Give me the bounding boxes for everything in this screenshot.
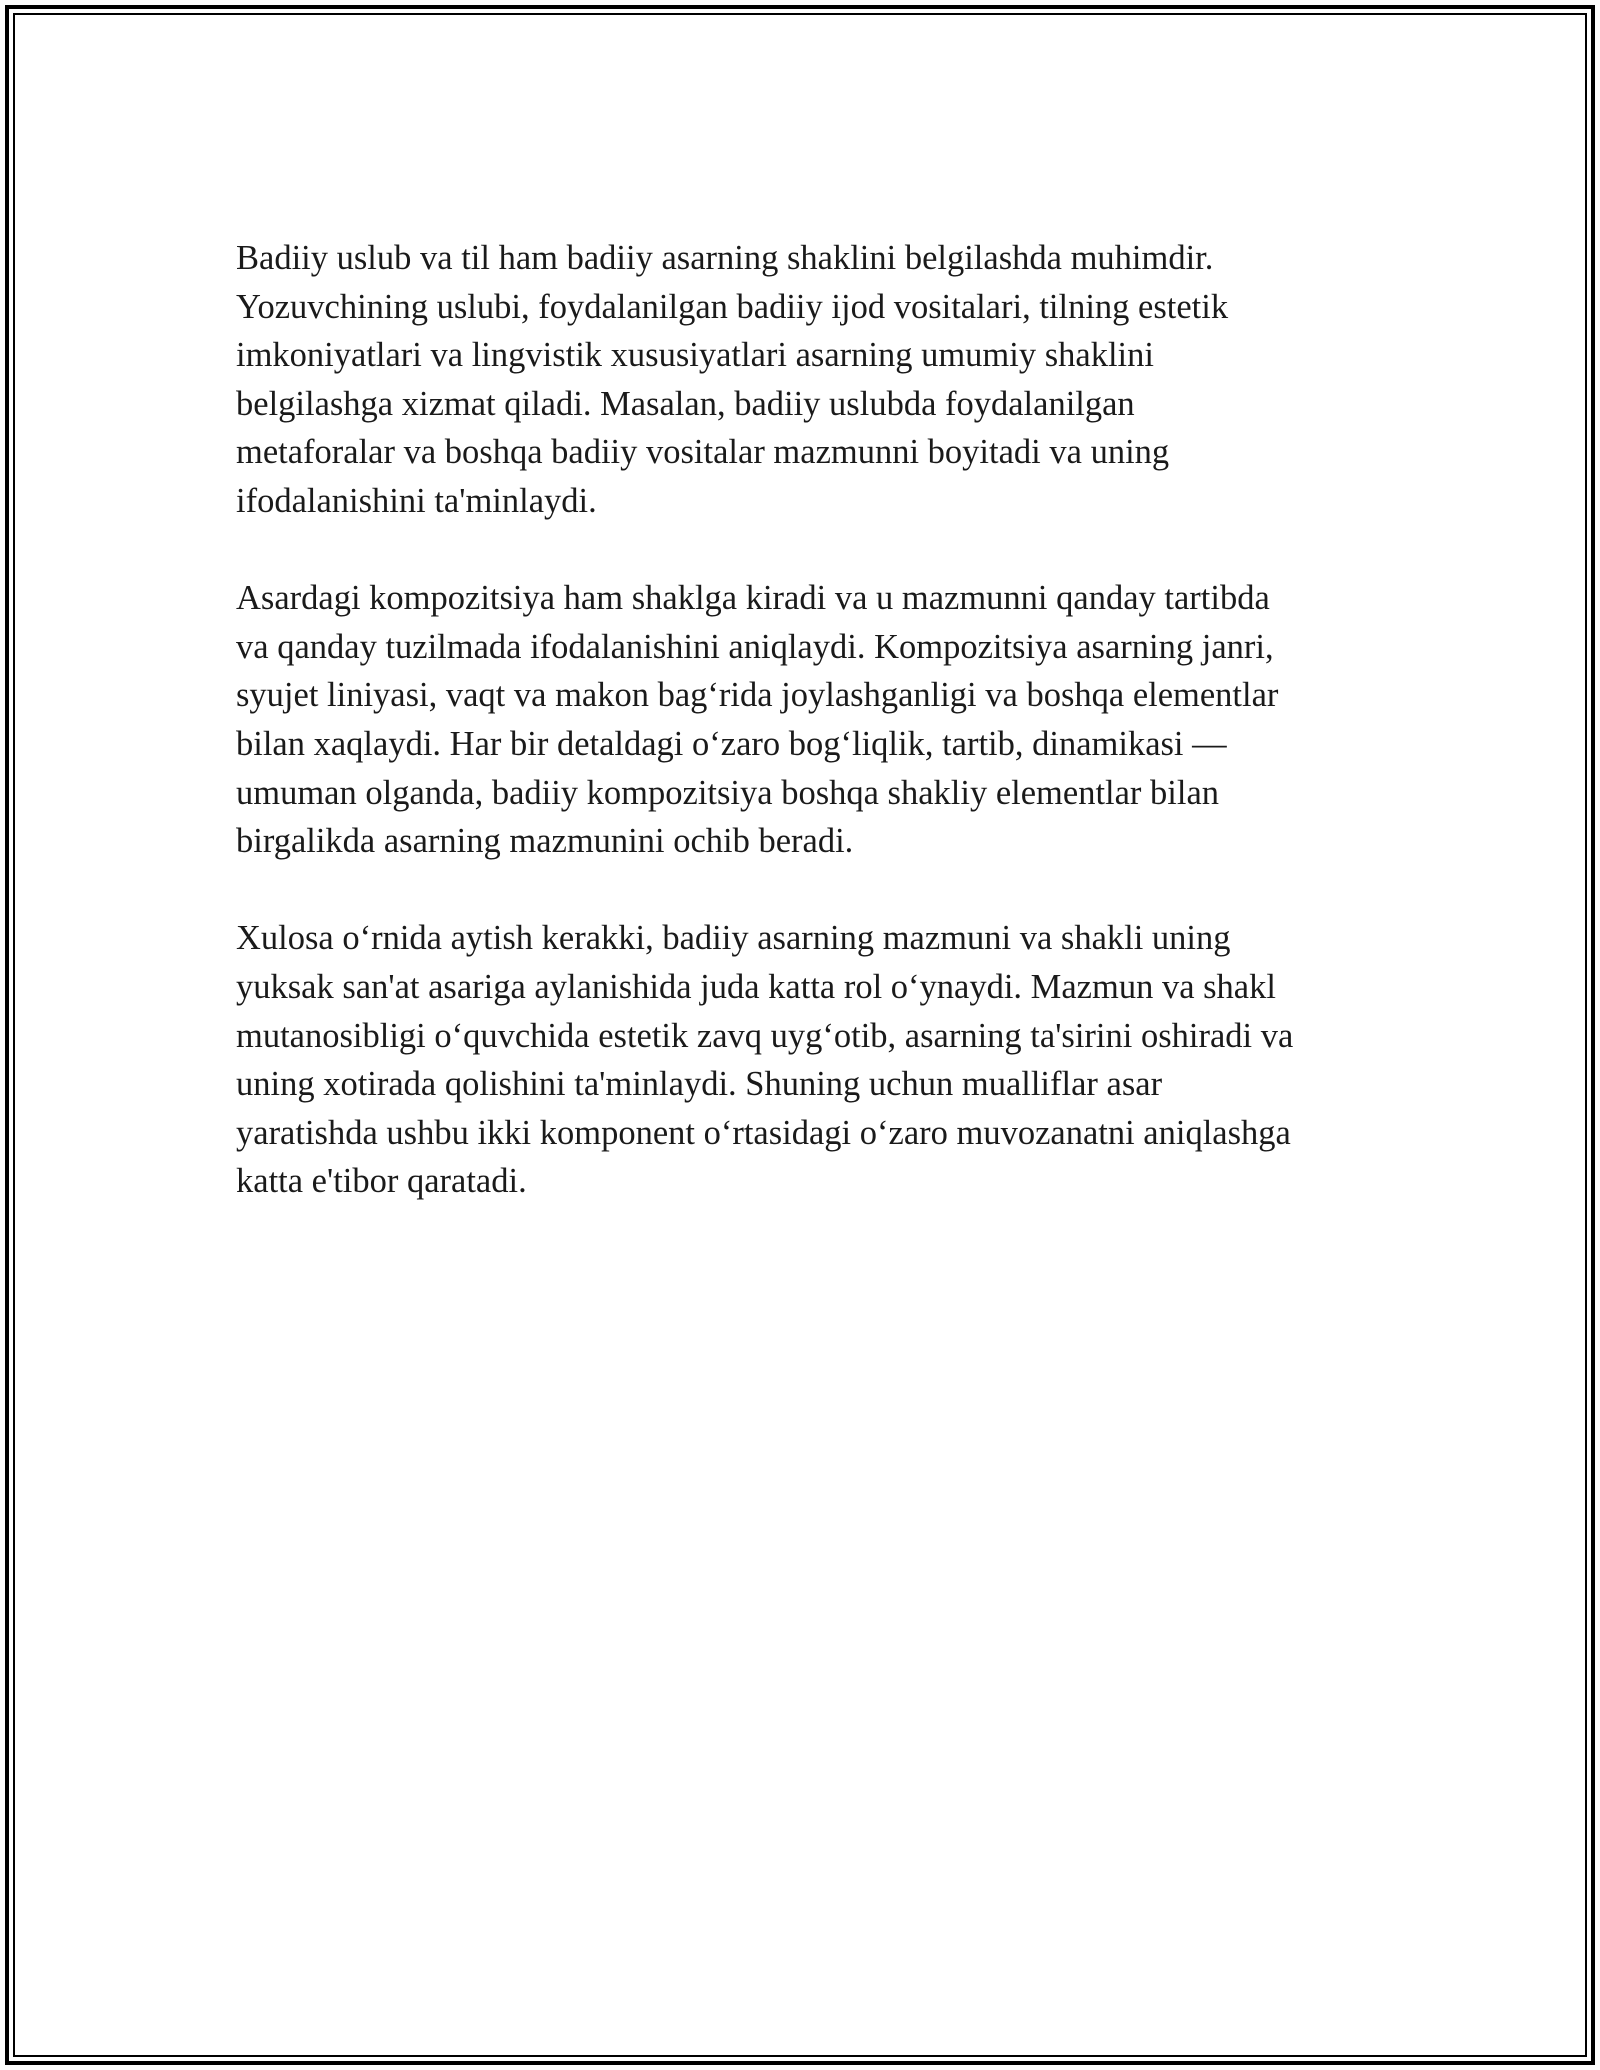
paragraph-composition: Asardagi kompozitsiya ham shaklga kiradi va u mazmunni qanday tartibda va qanday tuzilmada ifodalanishini aniqlaydi. Kompozitsiya asarning janri, syujet liniyasi, vaqt va makon bag‘rida joylashganligi va boshqa elementlar bilan xaqlaydi. Har bir detaldagi o‘zaro bog‘liqlik, tartib, dinamikasi — umuman olganda, badiiy kompozitsiya boshqa shakliy elementlar bilan birgalikda asarning mazmunini ochib beradi.: [236, 579, 1279, 861]
document-body: [236, 234, 1386, 1254]
paragraph-style-and-language: Badiiy uslub va til ham badiiy asarning shaklini belgilashda muhimdir. Yozuvchining uslubi, foydalanilgan badiiy ijod vositalari, tilning estetik imkoniyatlari va lingvistik xususiyatlari asarning umumiy shaklini belgilashga xizmat qiladi. Masalan, badiiy uslubda foydalanilgan metaforalar va boshqa badiiy vositalar mazmunni boyitadi va uning ifodalanishini ta'minlaydi.: [236, 239, 1229, 520]
paragraph-conclusion: Xulosa o‘rnida aytish kerakki, badiiy asarning mazmuni va shakli uning yuksak san'at asariga aylanishida juda katta rol o‘ynaydi. Mazmun va shakl mutanosibligi o‘quvchida estetik zavq uyg‘otib, asarning ta'sirini oshiradi va uning xotirada qolishini ta'minlaydi. Shuning uchun mualliflar asar yaratishda ushbu ikki komponent o‘rtasidagi o‘zaro muvozanatni aniqlashga katta e'tibor qaratadi.: [236, 919, 1294, 1201]
